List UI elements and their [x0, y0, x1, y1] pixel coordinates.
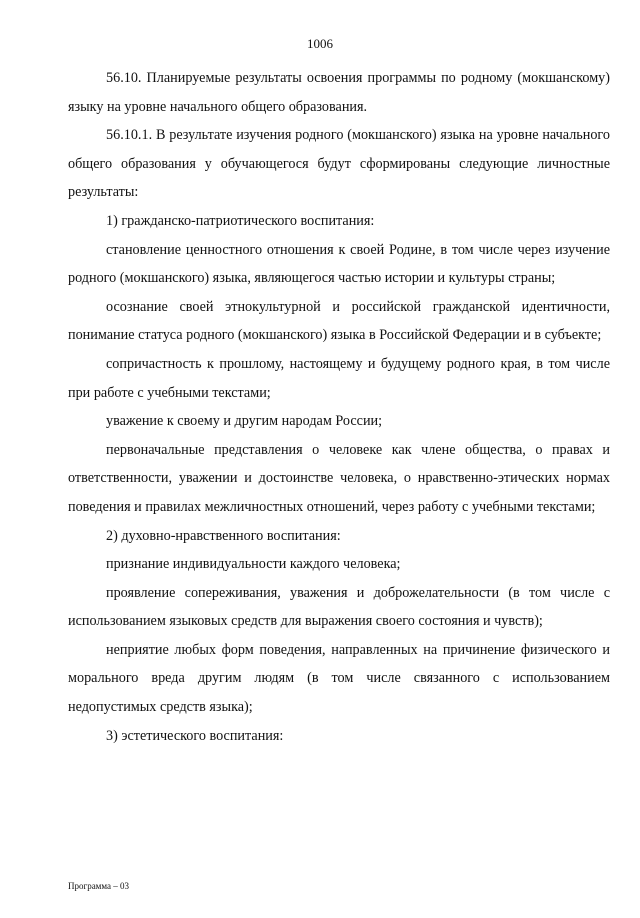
paragraph: сопричастность к прошлому, настоящему и будущему родного края, в том числе при работе с учебными текстами;: [68, 355, 610, 401]
paragraph: признание индивидуальности каждого человека;: [106, 556, 401, 573]
document-body: [68, 64, 610, 750]
paragraph: первоначальные представления о человеке как члене общества, о правах и ответственности, уважении и достоинстве человека, о нравственно-этических нормах поведения и правилах межличностных отношений, через работу с учебными текстами;: [68, 441, 610, 515]
paragraph: уважение к своему и другим народам России;: [106, 413, 383, 430]
paragraph: осознание своей этнокультурной и российской гражданской идентичности, понимание статуса родного (мокшанского) языка в Российской Федерации и в субъекте;: [68, 298, 610, 344]
page-number: 1006: [307, 36, 333, 51]
paragraph: неприятие любых форм поведения, направленных на причинение физического и морального вреда другим людям (в том числе связанного с использованием недопустимых средств языка);: [68, 641, 610, 716]
paragraph: 2) духовно-нравственного воспитания:: [106, 527, 341, 544]
paragraph: 56.10.1. В результате изучения родного (мокшанского) языка на уровне начального общего образования у обучающегося будут сформированы следующие личностные результаты:: [68, 127, 610, 201]
paragraph: 3) эстетического воспитания:: [106, 727, 284, 744]
paragraph: 1) гражданско-патриотического воспитания:: [106, 212, 375, 229]
paragraph: проявление сопереживания, уважения и доброжелательности (в том числе с использованием языковых средств для выражения своего состояния и чувств);: [68, 584, 610, 630]
page-footer: Программа – 03: [68, 881, 130, 891]
paragraph: становление ценностного отношения к своей Родине, в том числе через изучение родного (мокшанского) языка, являющегося частью истории и культуры страны;: [68, 241, 610, 287]
paragraph: 56.10. Планируемые результаты освоения программы по родному (мокшанскому) языку на уровне начального общего образования.: [68, 70, 610, 115]
